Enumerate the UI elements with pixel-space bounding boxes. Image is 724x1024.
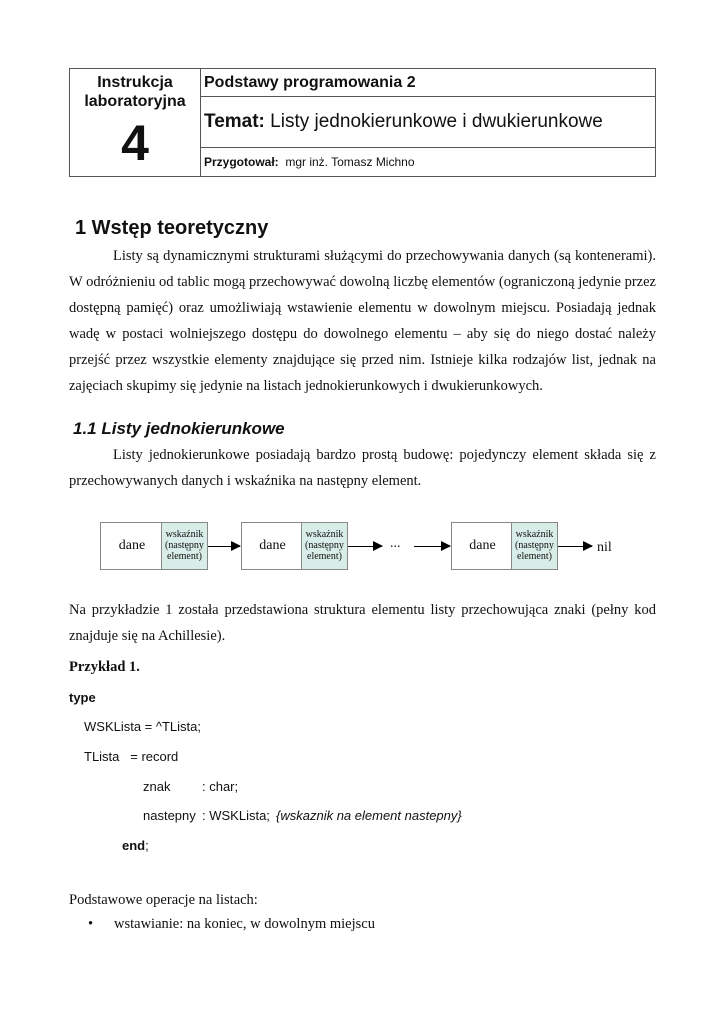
pointer-label-line: wskaźnik — [515, 529, 554, 540]
example-title: Przykład 1. — [69, 659, 140, 675]
node-data: dane — [259, 538, 286, 553]
topic-cell — [201, 97, 655, 148]
node-data: dane — [469, 538, 496, 553]
code-field-type: : char; — [202, 779, 239, 794]
code-end — [122, 838, 149, 854]
node-data: dane — [118, 538, 146, 553]
author-label: Przygotował: — [204, 155, 279, 169]
arrow-icon — [414, 546, 450, 547]
author-name: mgr inż. Tomasz Michno — [285, 155, 415, 169]
pointer-label-line: wskaźnik — [165, 529, 204, 540]
code-field-name: znak — [143, 779, 171, 794]
code-line: WSKLista = ^TLista; — [84, 719, 201, 734]
pointer-label-line: wskaźnik — [305, 529, 344, 540]
section-1-1-title: 1.1 Listy jednokierunkowe — [73, 419, 285, 438]
header-left-cell — [70, 69, 201, 176]
author-cell — [201, 148, 655, 176]
node-pointer — [511, 523, 557, 569]
pointer-label-line: (następny — [165, 540, 204, 551]
code-field-type: : WSKLista; — [202, 808, 270, 823]
code-end-keyword: end — [122, 838, 146, 853]
node-pointer — [161, 523, 207, 569]
operations-title: Podstawowe operacje na listach: — [69, 892, 258, 908]
code-field-name: nastepny — [143, 808, 196, 823]
arrow-icon — [208, 546, 240, 547]
ellipsis: ... — [390, 536, 401, 551]
pointer-label-line: (następny — [515, 540, 554, 551]
code-comment: {wskaznik na element nastepny} — [276, 808, 462, 823]
list-node — [241, 522, 348, 570]
code-type-keyword: type — [69, 690, 96, 705]
example-intro: Na przykładzie 1 została przedstawiona struktura elementu listy przechowująca znaki (pełny kod znajduje się na Achillesie). — [69, 602, 656, 644]
pointer-label-line: element) — [307, 551, 342, 562]
list-node — [451, 522, 558, 570]
topic-label: Temat: — [204, 111, 265, 132]
list-item: wstawianie: na koniec, w dowolnym miejscu — [114, 916, 375, 932]
topic-text: Listy jednokierunkowe i dwukierunkowe — [270, 111, 603, 132]
list-node — [100, 522, 208, 570]
nil-label: nil — [597, 540, 612, 555]
node-pointer — [301, 523, 347, 569]
header-left-title: Instrukcja laboratoryjna — [84, 74, 186, 110]
pointer-label-line: (następny — [305, 540, 344, 551]
pointer-label-line: element) — [517, 551, 552, 562]
header-table — [69, 68, 656, 177]
arrow-icon — [348, 546, 382, 547]
section-1-title: 1 Wstęp teoretyczny — [75, 217, 269, 239]
instruction-number: 4 — [121, 115, 149, 171]
bullet-icon: • — [88, 916, 94, 932]
section-1-paragraph: Listy są dynamicznymi strukturami służącymi do przechowywania danych (są kontenerami). W odróżnieniu od tablic mogą przechowywać dowolną liczbę elementów (ograniczoną jedynie przez dostępną pamięć) oraz umożliwiają wstawienie elementu w dowolnym miejscu. Posiadają jednak wadę w postaci wolniejszego dostępu do dowolnego elementu – aby się do niego dostać należy przejść przez wszystkie elementy znajdujące się przed nim. Istnieje kilka rodzajów list, jednak na zajęciach skupimy się jedynie na listach jednokierunkowych i dwukierunkowych. — [69, 248, 656, 394]
code-end-semicolon: ; — [145, 838, 149, 853]
arrow-icon — [558, 546, 592, 547]
section-1-1-paragraph: Listy jednokierunkowe posiadają bardzo prostą budowę: pojedynczy element składa się z przechowywanych danych i wskaźnika na następny element. — [69, 447, 656, 489]
pointer-label-line: element) — [167, 551, 202, 562]
code-line: TLista = record — [84, 749, 179, 764]
course-name: Podstawy programowania 2 — [201, 69, 655, 97]
